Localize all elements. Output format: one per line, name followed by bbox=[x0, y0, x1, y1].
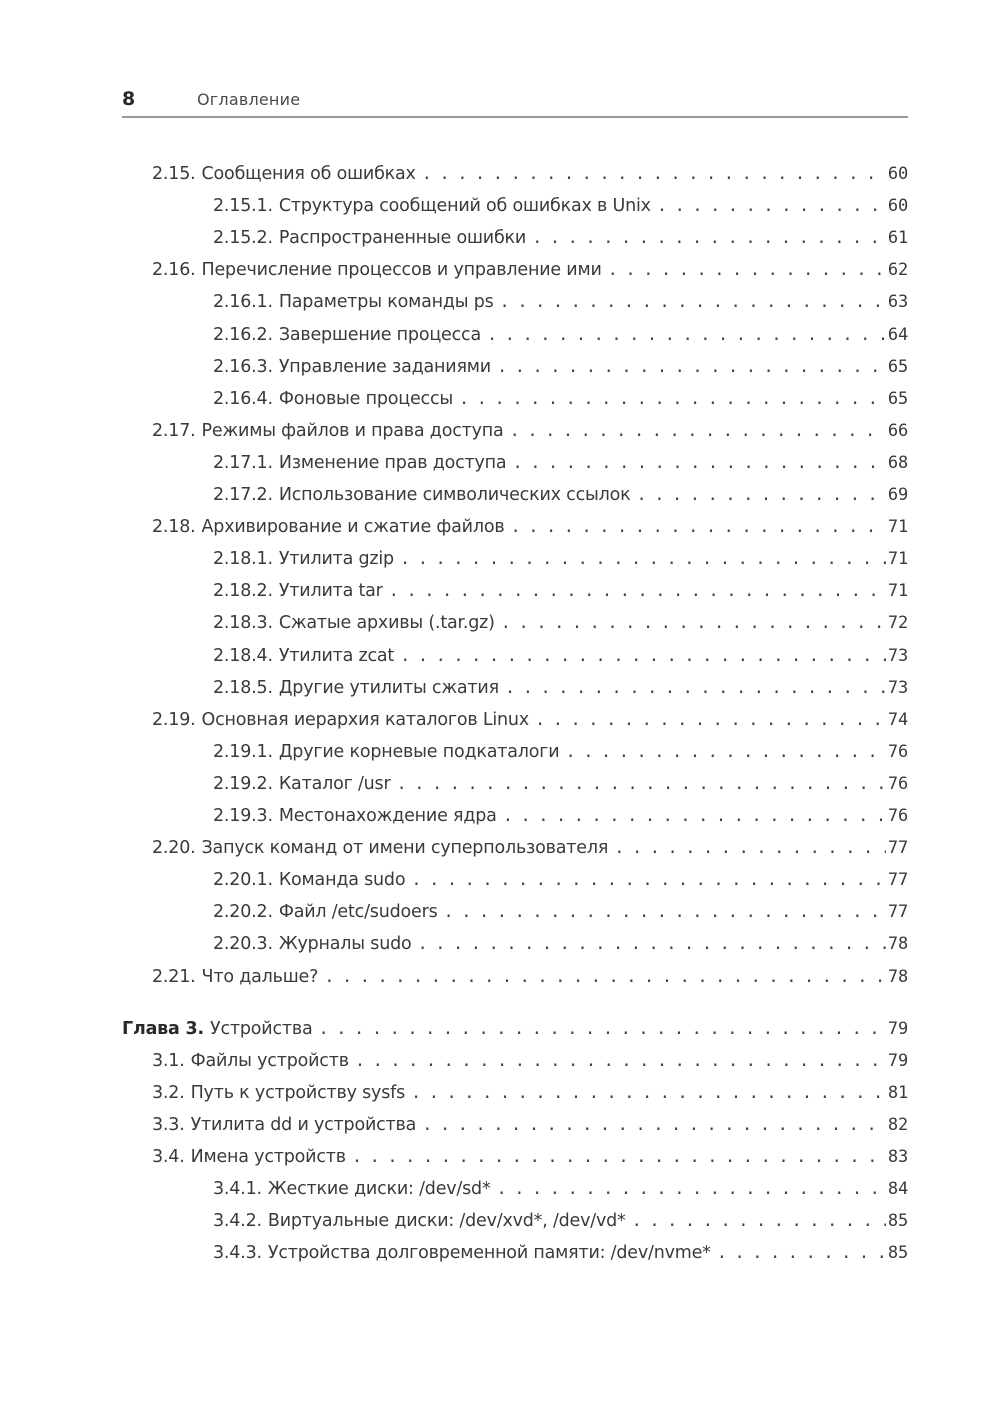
dot-leader bbox=[657, 196, 886, 216]
entry-number: 2.17.2. bbox=[213, 485, 273, 505]
dot-leader bbox=[400, 646, 886, 666]
entry-title: Параметры команды ps bbox=[278, 292, 494, 313]
entry-number: 2.19.3. bbox=[213, 806, 273, 826]
entry-number: 2.18.3. bbox=[213, 613, 273, 634]
section-entry[interactable] bbox=[152, 967, 908, 997]
entry-page-number: 74 bbox=[887, 709, 908, 730]
dot-leader bbox=[717, 1243, 886, 1263]
dot-leader bbox=[319, 1019, 886, 1039]
dot-leader bbox=[532, 228, 886, 248]
section-entry[interactable] bbox=[152, 710, 908, 740]
subsection-entry[interactable] bbox=[213, 389, 908, 419]
entry-title: Утилита dd и устройства bbox=[190, 1114, 417, 1135]
subsection-entry[interactable] bbox=[213, 806, 908, 836]
dot-leader bbox=[396, 774, 886, 794]
entry-number: Глава 3. bbox=[122, 1018, 204, 1039]
dot-leader bbox=[411, 870, 886, 890]
entry-page-number: 77 bbox=[887, 838, 908, 859]
dot-leader bbox=[510, 517, 886, 537]
entry-number: 2.16.2. bbox=[213, 324, 273, 345]
entry-page-number: 72 bbox=[887, 613, 908, 634]
entry-number: 2.17. bbox=[152, 420, 196, 441]
subsection-entry[interactable] bbox=[213, 325, 908, 355]
dot-leader bbox=[411, 1083, 886, 1103]
subsection-entry[interactable] bbox=[213, 646, 908, 676]
entry-page-number: 79 bbox=[887, 1018, 908, 1039]
entry-page-number: 81 bbox=[887, 1082, 908, 1103]
section-entry[interactable] bbox=[152, 1051, 908, 1081]
subsection-entry[interactable] bbox=[213, 902, 908, 932]
section-entry[interactable] bbox=[152, 1147, 908, 1177]
page-header bbox=[122, 86, 908, 118]
entry-title: Структура сообщений об ошибках в Unix bbox=[278, 196, 651, 217]
dot-leader bbox=[510, 421, 886, 441]
dot-leader bbox=[355, 1051, 886, 1071]
entry-title: Перечисление процессов и управление ими bbox=[201, 260, 602, 281]
entry-number: 3.1. bbox=[152, 1050, 185, 1071]
subsection-entry[interactable] bbox=[213, 870, 908, 900]
subsection-entry[interactable] bbox=[213, 1243, 908, 1273]
chapter-entry[interactable] bbox=[122, 1019, 908, 1049]
entry-number: 3.4.3. bbox=[213, 1243, 262, 1264]
entry-number: 2.16. bbox=[152, 260, 196, 281]
entry-number: 2.18.1. bbox=[213, 549, 273, 570]
entry-title: Архивирование и сжатие файлов bbox=[201, 517, 505, 538]
section-entry[interactable] bbox=[152, 164, 908, 194]
subsection-entry[interactable] bbox=[213, 196, 908, 226]
entry-page-number: 71 bbox=[887, 517, 908, 538]
subsection-entry[interactable] bbox=[213, 453, 908, 483]
entry-title: Основная иерархия каталогов Linux bbox=[201, 709, 529, 730]
dot-leader bbox=[389, 581, 886, 601]
entry-title: Команда sudo bbox=[278, 870, 406, 891]
dot-leader bbox=[565, 742, 886, 762]
dot-leader bbox=[324, 967, 886, 987]
entry-number: 2.15.1. bbox=[213, 196, 273, 217]
entry-title: Устройства bbox=[209, 1018, 313, 1039]
entry-page-number: 85 bbox=[887, 1243, 908, 1264]
entry-page-number: 79 bbox=[887, 1050, 908, 1071]
subsection-entry[interactable] bbox=[213, 678, 908, 708]
entry-title: Местонахождение ядра bbox=[278, 806, 497, 826]
subsection-entry[interactable] bbox=[213, 742, 908, 772]
entry-title: Утилита tar bbox=[278, 581, 383, 602]
entry-page-number: 77 bbox=[887, 870, 908, 891]
page-number: 8 bbox=[122, 88, 136, 110]
entry-number: 2.18. bbox=[152, 517, 196, 538]
entry-page-number: 76 bbox=[887, 773, 908, 794]
entry-title: Использование символических ссылок bbox=[278, 485, 631, 505]
entry-number: 2.20.1. bbox=[213, 870, 273, 891]
dot-leader bbox=[497, 357, 886, 377]
entry-title: Распространенные ошибки bbox=[278, 228, 527, 249]
dot-leader bbox=[459, 389, 886, 409]
entry-title: Режимы файлов и права доступа bbox=[201, 420, 504, 441]
section-entry[interactable] bbox=[152, 517, 908, 547]
dot-leader bbox=[608, 260, 886, 280]
entry-title: Имена устройств bbox=[190, 1147, 346, 1167]
entry-page-number: 84 bbox=[887, 1179, 908, 1200]
entry-page-number: 78 bbox=[887, 966, 908, 987]
dot-leader bbox=[503, 806, 886, 826]
entry-page-number: 78 bbox=[887, 934, 908, 955]
entry-number: 2.16.1. bbox=[213, 292, 273, 313]
entry-title: Виртуальные диски: /dev/xvd*, /dev/vd* bbox=[267, 1211, 626, 1232]
dot-leader bbox=[512, 453, 886, 473]
entry-number: 2.15.2. bbox=[213, 228, 273, 249]
subsection-entry[interactable] bbox=[213, 1211, 908, 1241]
dot-leader bbox=[497, 1179, 887, 1199]
entry-page-number: 77 bbox=[887, 902, 908, 923]
dot-leader bbox=[418, 934, 887, 954]
entry-number: 3.4.1. bbox=[213, 1179, 262, 1200]
entry-number: 3.4.2. bbox=[213, 1211, 262, 1232]
subsection-entry[interactable] bbox=[213, 613, 908, 643]
subsection-entry[interactable] bbox=[213, 228, 908, 258]
subsection-entry[interactable] bbox=[213, 292, 908, 322]
entry-title: Файл /etc/sudoers bbox=[278, 902, 438, 923]
entry-page-number: 76 bbox=[887, 741, 908, 762]
dot-leader bbox=[422, 164, 886, 184]
entry-page-number: 76 bbox=[887, 806, 908, 826]
section-entry[interactable] bbox=[152, 260, 908, 290]
dot-leader bbox=[422, 1115, 886, 1135]
entry-title: Утилита gzip bbox=[278, 549, 394, 570]
entry-page-number: 68 bbox=[887, 452, 908, 473]
entry-number: 2.18.2. bbox=[213, 581, 273, 602]
section-entry[interactable] bbox=[152, 838, 908, 868]
entry-number: 2.20.2. bbox=[213, 902, 273, 923]
entry-page-number: 62 bbox=[887, 260, 908, 281]
entry-title: Управление заданиями bbox=[278, 356, 491, 377]
dot-leader bbox=[487, 325, 886, 345]
entry-number: 2.16.4. bbox=[213, 388, 273, 409]
running-title: Оглавление bbox=[197, 90, 301, 109]
entry-number: 2.20.3. bbox=[213, 934, 273, 955]
entry-number: 2.16.3. bbox=[213, 356, 273, 377]
entry-number: 2.18.5. bbox=[213, 677, 273, 698]
subsection-entry[interactable] bbox=[213, 774, 908, 804]
entry-page-number: 65 bbox=[887, 388, 908, 409]
dot-leader bbox=[400, 549, 886, 569]
entry-page-number: 65 bbox=[887, 356, 908, 377]
entry-page-number: 66 bbox=[887, 420, 908, 441]
entry-page-number: 83 bbox=[887, 1147, 908, 1167]
entry-page-number: 60 bbox=[887, 164, 908, 184]
entry-number: 2.18.4. bbox=[213, 645, 273, 666]
section-entry[interactable] bbox=[152, 1083, 908, 1113]
entry-title: Сообщения об ошибках bbox=[201, 164, 416, 184]
entry-page-number: 71 bbox=[887, 549, 908, 570]
entry-page-number: 73 bbox=[887, 645, 908, 666]
entry-title: Устройства долговременной памяти: /dev/nvme* bbox=[267, 1243, 711, 1264]
section-entry[interactable] bbox=[152, 1115, 908, 1145]
entry-page-number: 71 bbox=[887, 581, 908, 602]
entry-title: Другие корневые подкаталоги bbox=[278, 741, 560, 762]
entry-title: Что дальше? bbox=[201, 966, 319, 987]
dot-leader bbox=[636, 485, 886, 505]
subsection-entry[interactable] bbox=[213, 485, 908, 515]
entry-title: Журналы sudo bbox=[278, 934, 412, 955]
entry-number: 2.19. bbox=[152, 709, 196, 730]
entry-number: 2.19.1. bbox=[213, 741, 273, 762]
entry-title: Каталог /usr bbox=[278, 773, 391, 794]
entry-number: 2.21. bbox=[152, 966, 196, 987]
subsection-entry[interactable] bbox=[213, 934, 908, 964]
entry-title: Утилита zcat bbox=[278, 645, 395, 666]
entry-number: 2.15. bbox=[152, 164, 196, 184]
entry-page-number: 85 bbox=[887, 1211, 908, 1232]
entry-title: Жесткие диски: /dev/sd* bbox=[267, 1179, 491, 1200]
entry-page-number: 61 bbox=[887, 228, 908, 249]
dot-leader bbox=[535, 710, 886, 730]
entry-title: Сжатые архивы (.tar.gz) bbox=[278, 613, 495, 634]
subsection-entry[interactable] bbox=[213, 581, 908, 611]
dot-leader bbox=[505, 678, 886, 698]
entry-title: Запуск команд от имени суперпользователя bbox=[201, 838, 609, 859]
subsection-entry[interactable] bbox=[213, 357, 908, 387]
entry-number: 2.17.1. bbox=[213, 452, 273, 473]
entry-page-number: 69 bbox=[887, 485, 908, 505]
section-entry[interactable] bbox=[152, 421, 908, 451]
dot-leader bbox=[614, 838, 886, 858]
dot-leader bbox=[632, 1211, 886, 1231]
entry-page-number: 73 bbox=[887, 677, 908, 698]
subsection-entry[interactable] bbox=[213, 549, 908, 579]
entry-page-number: 82 bbox=[887, 1114, 908, 1135]
entry-title: Фоновые процессы bbox=[278, 388, 454, 409]
entry-page-number: 64 bbox=[887, 324, 908, 345]
entry-title: Другие утилиты сжатия bbox=[278, 677, 499, 698]
entry-number: 3.2. bbox=[152, 1082, 185, 1103]
entry-number: 3.3. bbox=[152, 1114, 185, 1135]
dot-leader bbox=[352, 1147, 886, 1167]
entry-page-number: 60 bbox=[887, 196, 908, 217]
entry-number: 2.20. bbox=[152, 838, 196, 859]
entry-number: 3.4. bbox=[152, 1147, 185, 1167]
subsection-entry[interactable] bbox=[213, 1179, 908, 1209]
entry-number: 2.19.2. bbox=[213, 773, 273, 794]
entry-title: Путь к устройству sysfs bbox=[190, 1082, 405, 1103]
dot-leader bbox=[500, 292, 886, 312]
entry-title: Завершение процесса bbox=[278, 324, 481, 345]
dot-leader bbox=[443, 902, 886, 922]
entry-title: Изменение прав доступа bbox=[278, 452, 507, 473]
dot-leader bbox=[501, 613, 886, 633]
entry-page-number: 63 bbox=[887, 292, 908, 313]
entry-title: Файлы устройств bbox=[190, 1050, 349, 1071]
